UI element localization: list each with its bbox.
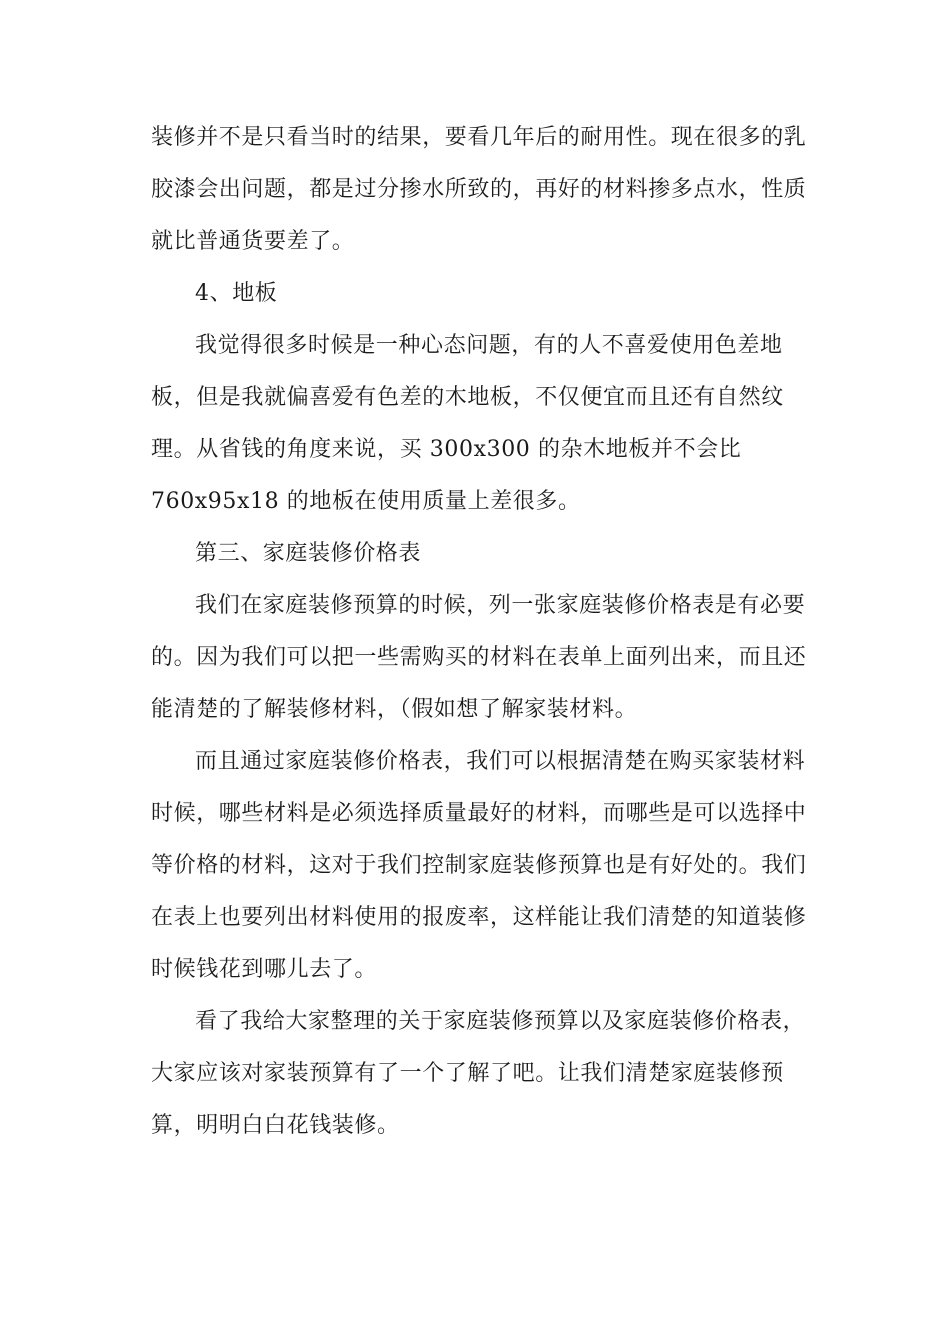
text-line: 胶漆会出问题，都是过分掺水所致的，再好的材料掺多点水，性质	[151, 177, 807, 202]
text-line: 等价格的材料，这对于我们控制家庭装修预算也是有好处的。我们	[151, 853, 807, 878]
text-line: 的。因为我们可以把一些需购买的材料在表单上面列出来，而且还	[151, 645, 807, 670]
text-line: 时候，哪些材料是必须选择质量最好的材料，而哪些是可以选择中	[151, 801, 807, 826]
text-line: 大家应该对家装预算有了一个了解了吧。让我们清楚家庭装修预	[151, 1061, 784, 1086]
paragraph-floor	[151, 320, 803, 528]
text-line: 板，但是我就偏喜爱有色差的木地板，不仅便宜而且还有自然纹	[151, 385, 784, 410]
text-line: 时候钱花到哪儿去了。	[151, 957, 378, 982]
heading-text: 第三、家庭装修价格表	[195, 541, 422, 566]
text-line: 760x95x18 的地板在使用质量上差很多。	[151, 489, 581, 514]
text-line: 装修并不是只看当时的结果，要看几年后的耐用性。现在很多的乳	[151, 125, 807, 150]
text-line: 看了我给大家整理的关于家庭装修预算以及家庭装修价格表，	[195, 1009, 806, 1034]
text-line: 理。从省钱的角度来说，买 300x300 的杂木地板并不会比	[151, 437, 742, 462]
paragraph-price-list-benefits	[151, 736, 807, 996]
text-line: 我们在家庭装修预算的时候，列一张家庭装修价格表是有必要	[195, 593, 806, 618]
section-heading-price-list	[151, 528, 803, 580]
text-line: 就比普通货要差了。	[151, 229, 355, 254]
text-line: 而且通过家庭装修价格表，我们可以根据清楚在购买家装材料	[195, 749, 806, 774]
section-heading-floor	[151, 268, 803, 320]
heading-text: 4、地板	[195, 281, 278, 306]
paragraph-conclusion	[151, 996, 806, 1152]
text-line: 算，明明白白花钱装修。	[151, 1113, 400, 1138]
text-line: 我觉得很多时候是一种心态问题，有的人不喜爱使用色差地	[195, 333, 783, 358]
text-line: 能清楚的了解装修材料，（假如想了解家装材料。	[151, 697, 638, 722]
document-body	[151, 112, 807, 1152]
text-line: 在表上也要列出材料使用的报废率，这样能让我们清楚的知道装修	[151, 905, 807, 930]
paragraph-latex-paint	[151, 112, 807, 268]
paragraph-price-list-intro	[151, 580, 807, 736]
